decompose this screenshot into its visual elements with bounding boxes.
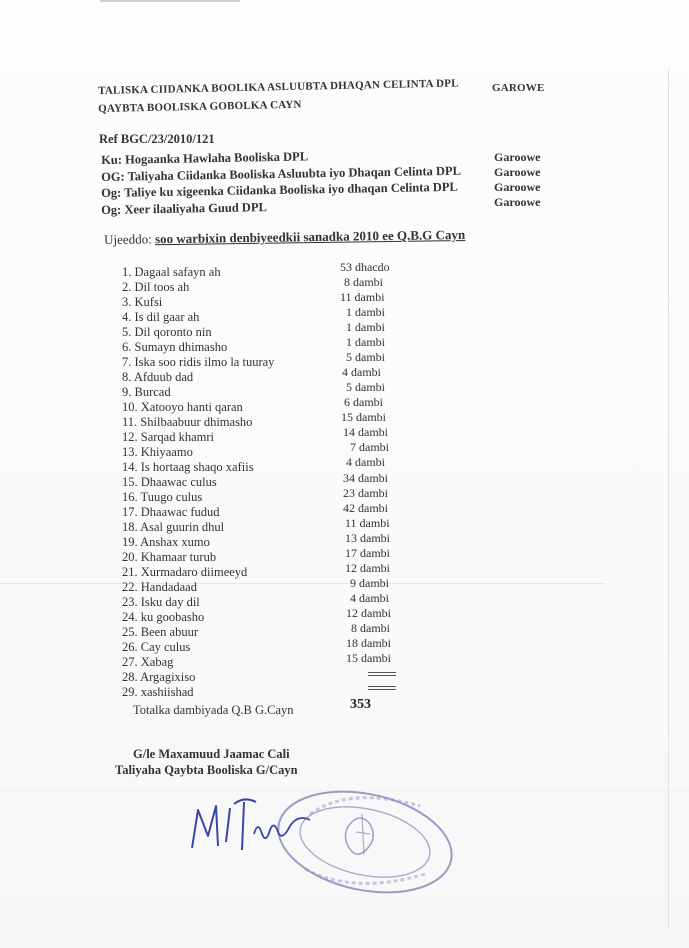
list-item-count: 6 dambi	[344, 395, 383, 409]
list-item: 21. Xurmadaro diimeeyd	[122, 565, 248, 579]
empty-count-mark	[368, 675, 396, 676]
list-item: 2. Dil toos ah	[122, 280, 190, 294]
list-item-count: 8 dambi	[351, 621, 390, 635]
handwritten-signature	[186, 790, 316, 860]
total-value: 353	[350, 697, 371, 712]
recipient-city-1: Garoowe	[494, 150, 541, 164]
list-item: 27. Xabag	[122, 655, 174, 669]
signatory-name: G/le Maxamuud Jaamac Cali	[133, 747, 290, 761]
list-item-count: 1 dambi	[346, 335, 385, 349]
list-item: 13. Khiyaamo	[122, 445, 193, 459]
empty-count-mark	[368, 686, 396, 687]
empty-count-mark	[368, 689, 396, 690]
list-item-count: 23 dambi	[343, 486, 388, 500]
list-item-count: 4 dambi	[346, 455, 385, 469]
list-item-count: 4 dambi	[342, 365, 381, 379]
list-item: 8. Afduub dad	[122, 370, 194, 384]
recipient-1: Ku: Hogaanka Hawlaha Booliska DPL	[101, 149, 309, 167]
list-item: 17. Dhaawac fudud	[122, 505, 220, 519]
list-item: 19. Anshax xumo	[122, 535, 210, 549]
list-item-count: 42 dambi	[343, 501, 388, 515]
list-item-count: 11 dambi	[345, 516, 390, 530]
list-item-count: 34 dambi	[343, 471, 388, 485]
list-item-count: 5 dambi	[346, 380, 385, 394]
list-item-count: 15 dambi	[341, 410, 386, 424]
list-item-count: 1 dambi	[346, 305, 385, 319]
letterhead-line-1: TALISKA CIIDANKA BOOLIKA ASLUUBTA DHAQAN CELINTA DPL	[98, 77, 459, 97]
list-item-count: 18 dambi	[346, 636, 391, 650]
list-item: 20. Khamaar turub	[122, 550, 217, 564]
list-item-count: 14 dambi	[343, 425, 388, 439]
list-item: 4. Is dil gaar ah	[122, 310, 200, 324]
list-item: 14. Is hortaag shaqo xafiis	[122, 460, 254, 474]
list-item: 11. Shilbaabuur dhimasho	[122, 415, 253, 429]
list-item-count: 5 dambi	[346, 350, 385, 364]
recipient-city-2: Garoowe	[494, 165, 541, 179]
list-item-count: 13 dambi	[345, 531, 390, 545]
empty-count-mark	[368, 672, 396, 673]
recipient-3: Og: Taliye ku xigeenka Ciidanka Booliska iyo dhaqan Celinta DPL	[101, 179, 458, 200]
scan-fold-line	[0, 583, 605, 584]
list-item: 15. Dhaawac culus	[122, 475, 217, 489]
list-item-count: 12 dambi	[346, 606, 391, 620]
list-item-count: 7 dambi	[350, 440, 389, 454]
list-item: 6. Sumayn dhimasho	[122, 340, 228, 354]
list-item-count: 12 dambi	[345, 561, 390, 575]
list-item-count: 11 dambi	[340, 290, 385, 304]
recipient-4: Og: Xeer ilaaliyaha Guud DPL	[101, 200, 267, 217]
list-item: 1. Dagaal safayn ah	[122, 265, 221, 279]
list-item: 25. Been abuur	[122, 625, 199, 639]
list-item: 26. Cay culus	[122, 640, 191, 654]
letterhead-line-2: QAYBTA BOOLISKA GOBOLKA CAYN	[98, 98, 302, 115]
list-item: 18. Asal guurin dhul	[122, 520, 225, 534]
list-item: 16. Tuugo culus	[122, 490, 203, 504]
letterhead-place: GAROWE	[492, 82, 545, 94]
list-item: 10. Xatooyo hanti qaran	[122, 400, 243, 414]
list-item-count: 4 dambi	[350, 591, 389, 605]
scan-edge-top	[100, 0, 240, 2]
subject-text: soo warbixin denbiyeedkii sanadka 2010 ee Q.B.G Cayn	[154, 226, 466, 247]
list-item-count: 53 dhacdo	[340, 260, 390, 274]
list-item: 9. Burcad	[122, 385, 171, 399]
list-item-count: 15 dambi	[346, 651, 391, 665]
list-item-count: 17 dambi	[345, 546, 390, 560]
recipient-2: OG: Taliyaha Ciidanka Booliska Asluubta iyo Dhaqan Celinta DPL	[101, 163, 462, 184]
list-item-count: 9 dambi	[350, 576, 389, 590]
list-item: 24. ku goobasho	[122, 610, 205, 624]
list-item: 22. Handadaad	[122, 580, 197, 594]
list-item: 23. Isku day dil	[122, 595, 200, 609]
list-item: 5. Dil qoronto nin	[122, 325, 212, 339]
list-item: 12. Sarqad khamri	[122, 430, 214, 444]
recipient-city-4: Garoowe	[494, 195, 541, 209]
list-item: 28. Argagixiso	[122, 670, 196, 684]
subject-label: Ujeeddo:	[104, 231, 152, 247]
recipient-city-3: Garoowe	[494, 180, 541, 194]
list-item: 3. Kufsi	[122, 295, 163, 309]
list-item: 29. xashiishad	[122, 685, 194, 699]
scan-edge-right	[668, 68, 669, 928]
list-item-count: 8 dambi	[344, 275, 383, 289]
total-label: Totalka dambiyada Q.B G.Cayn	[133, 703, 294, 717]
list-item: 7. Iska soo ridis ilmo la tuuray	[122, 355, 275, 369]
signatory-title: Taliyaha Qaybta Booliska G/Cayn	[115, 763, 298, 777]
list-item-count: 1 dambi	[346, 320, 385, 334]
reference-number: Ref BGC/23/2010/121	[99, 132, 215, 146]
